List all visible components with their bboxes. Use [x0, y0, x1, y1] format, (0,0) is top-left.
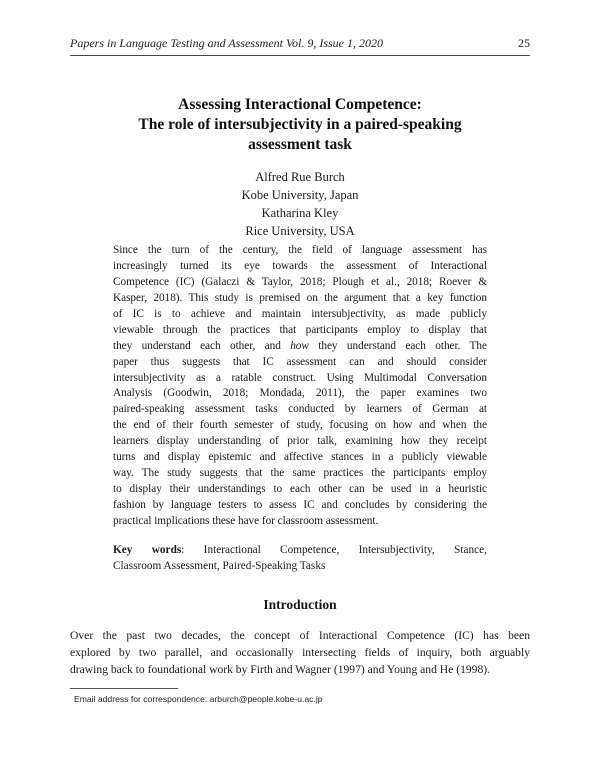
keywords-list: : Interactional Competence, Intersubjectivity, Stance, [181, 544, 487, 556]
section-heading-introduction: Introduction [263, 597, 337, 612]
introduction-body [70, 627, 530, 678]
title-line: The role of intersubjectivity in a paired-speaking [138, 116, 462, 133]
abstract-line: viewable through the practices that participants employ to display that [113, 323, 487, 336]
abstract-line: fashion by language testers to assess IC and concludes by considering the [113, 499, 487, 511]
footnote-divider [70, 688, 178, 689]
body-line: Over the past two decades, the concept of Interactional Competence (IC) has been [70, 629, 530, 642]
abstract-line: learners display understanding of prior talk, examining how they receipt [113, 435, 487, 448]
abstract-line: paired-speaking assessment tasks conducted by learners of German at [113, 403, 487, 416]
abstract [113, 243, 487, 530]
paper-title [70, 95, 530, 155]
author-block [70, 168, 530, 240]
abstract-line: Analysis (Goodwin, 2018; Mondada, 2011), the paper examines two [113, 387, 487, 400]
body-line: drawing back to foundational work by Firth and Wagner (1997) and Young and He (1998). [70, 663, 491, 676]
abstract-line: paper thus suggests that IC assessment can and should consider [113, 355, 487, 368]
keywords-label: Key words [113, 544, 182, 556]
author-name: Katharina Kley [261, 206, 339, 220]
keywords-line [113, 542, 487, 558]
abstract-line: turns and display epistemic and affective stances in a publicly viewable [113, 451, 487, 464]
journal-citation: Papers in Language Testing and Assessment Vol. 9, Issue 1, 2020 [70, 36, 384, 50]
abstract-line: Competence (IC) (Galaczi & Taylor, 2018; Plough et al., 2018; Roever & [113, 275, 487, 288]
running-header [70, 36, 530, 52]
footnote: Email address for correspondence: arburch@people.kobe-u.ac.jp [74, 694, 323, 704]
author-name: Alfred Rue Burch [255, 170, 345, 184]
body-line: explored by two parallel, and occasionally intersecting fields of inquiry, both arguably [70, 646, 530, 659]
keywords [113, 542, 487, 574]
abstract-line: of IC is to achieve and maintain intersubjectivity, as made publicly [113, 307, 487, 320]
keywords-line: Classroom Assessment, Paired-Speaking Tasks [113, 560, 326, 572]
abstract-line: Kasper, 2018). This study is premised on the argument that a key function [113, 291, 487, 304]
abstract-line [113, 339, 487, 355]
title-line: assessment task [248, 136, 352, 153]
abstract-line: practical implications these have for classroom assessment. [113, 514, 379, 527]
abstract-line: way. The study suggests that the same practices the participants employ [113, 467, 487, 480]
abstract-text: they understand each other, and [113, 339, 281, 352]
title-line: Assessing Interactional Competence: [178, 96, 422, 113]
author-affiliation: Kobe University, Japan [241, 188, 359, 202]
abstract-line: increasingly turned its eye towards the assessment of Interactional [113, 259, 487, 272]
author-affiliation: Rice University, USA [245, 224, 355, 238]
abstract-line: Since the turn of the century, the field of language assessment has [113, 244, 487, 256]
emphasis-how: how [290, 339, 309, 352]
abstract-line: the end of their fourth semester of study, focusing on how and when the [113, 419, 487, 432]
abstract-text: they understand each other. The [318, 339, 487, 352]
header-divider [70, 55, 530, 56]
abstract-line: intersubjectivity as a ratable construct. Using Multimodal Conversation [113, 371, 487, 384]
page-number: 25 [518, 36, 530, 50]
abstract-line: to display their understandings to each other can be used in a heuristic [113, 483, 487, 496]
